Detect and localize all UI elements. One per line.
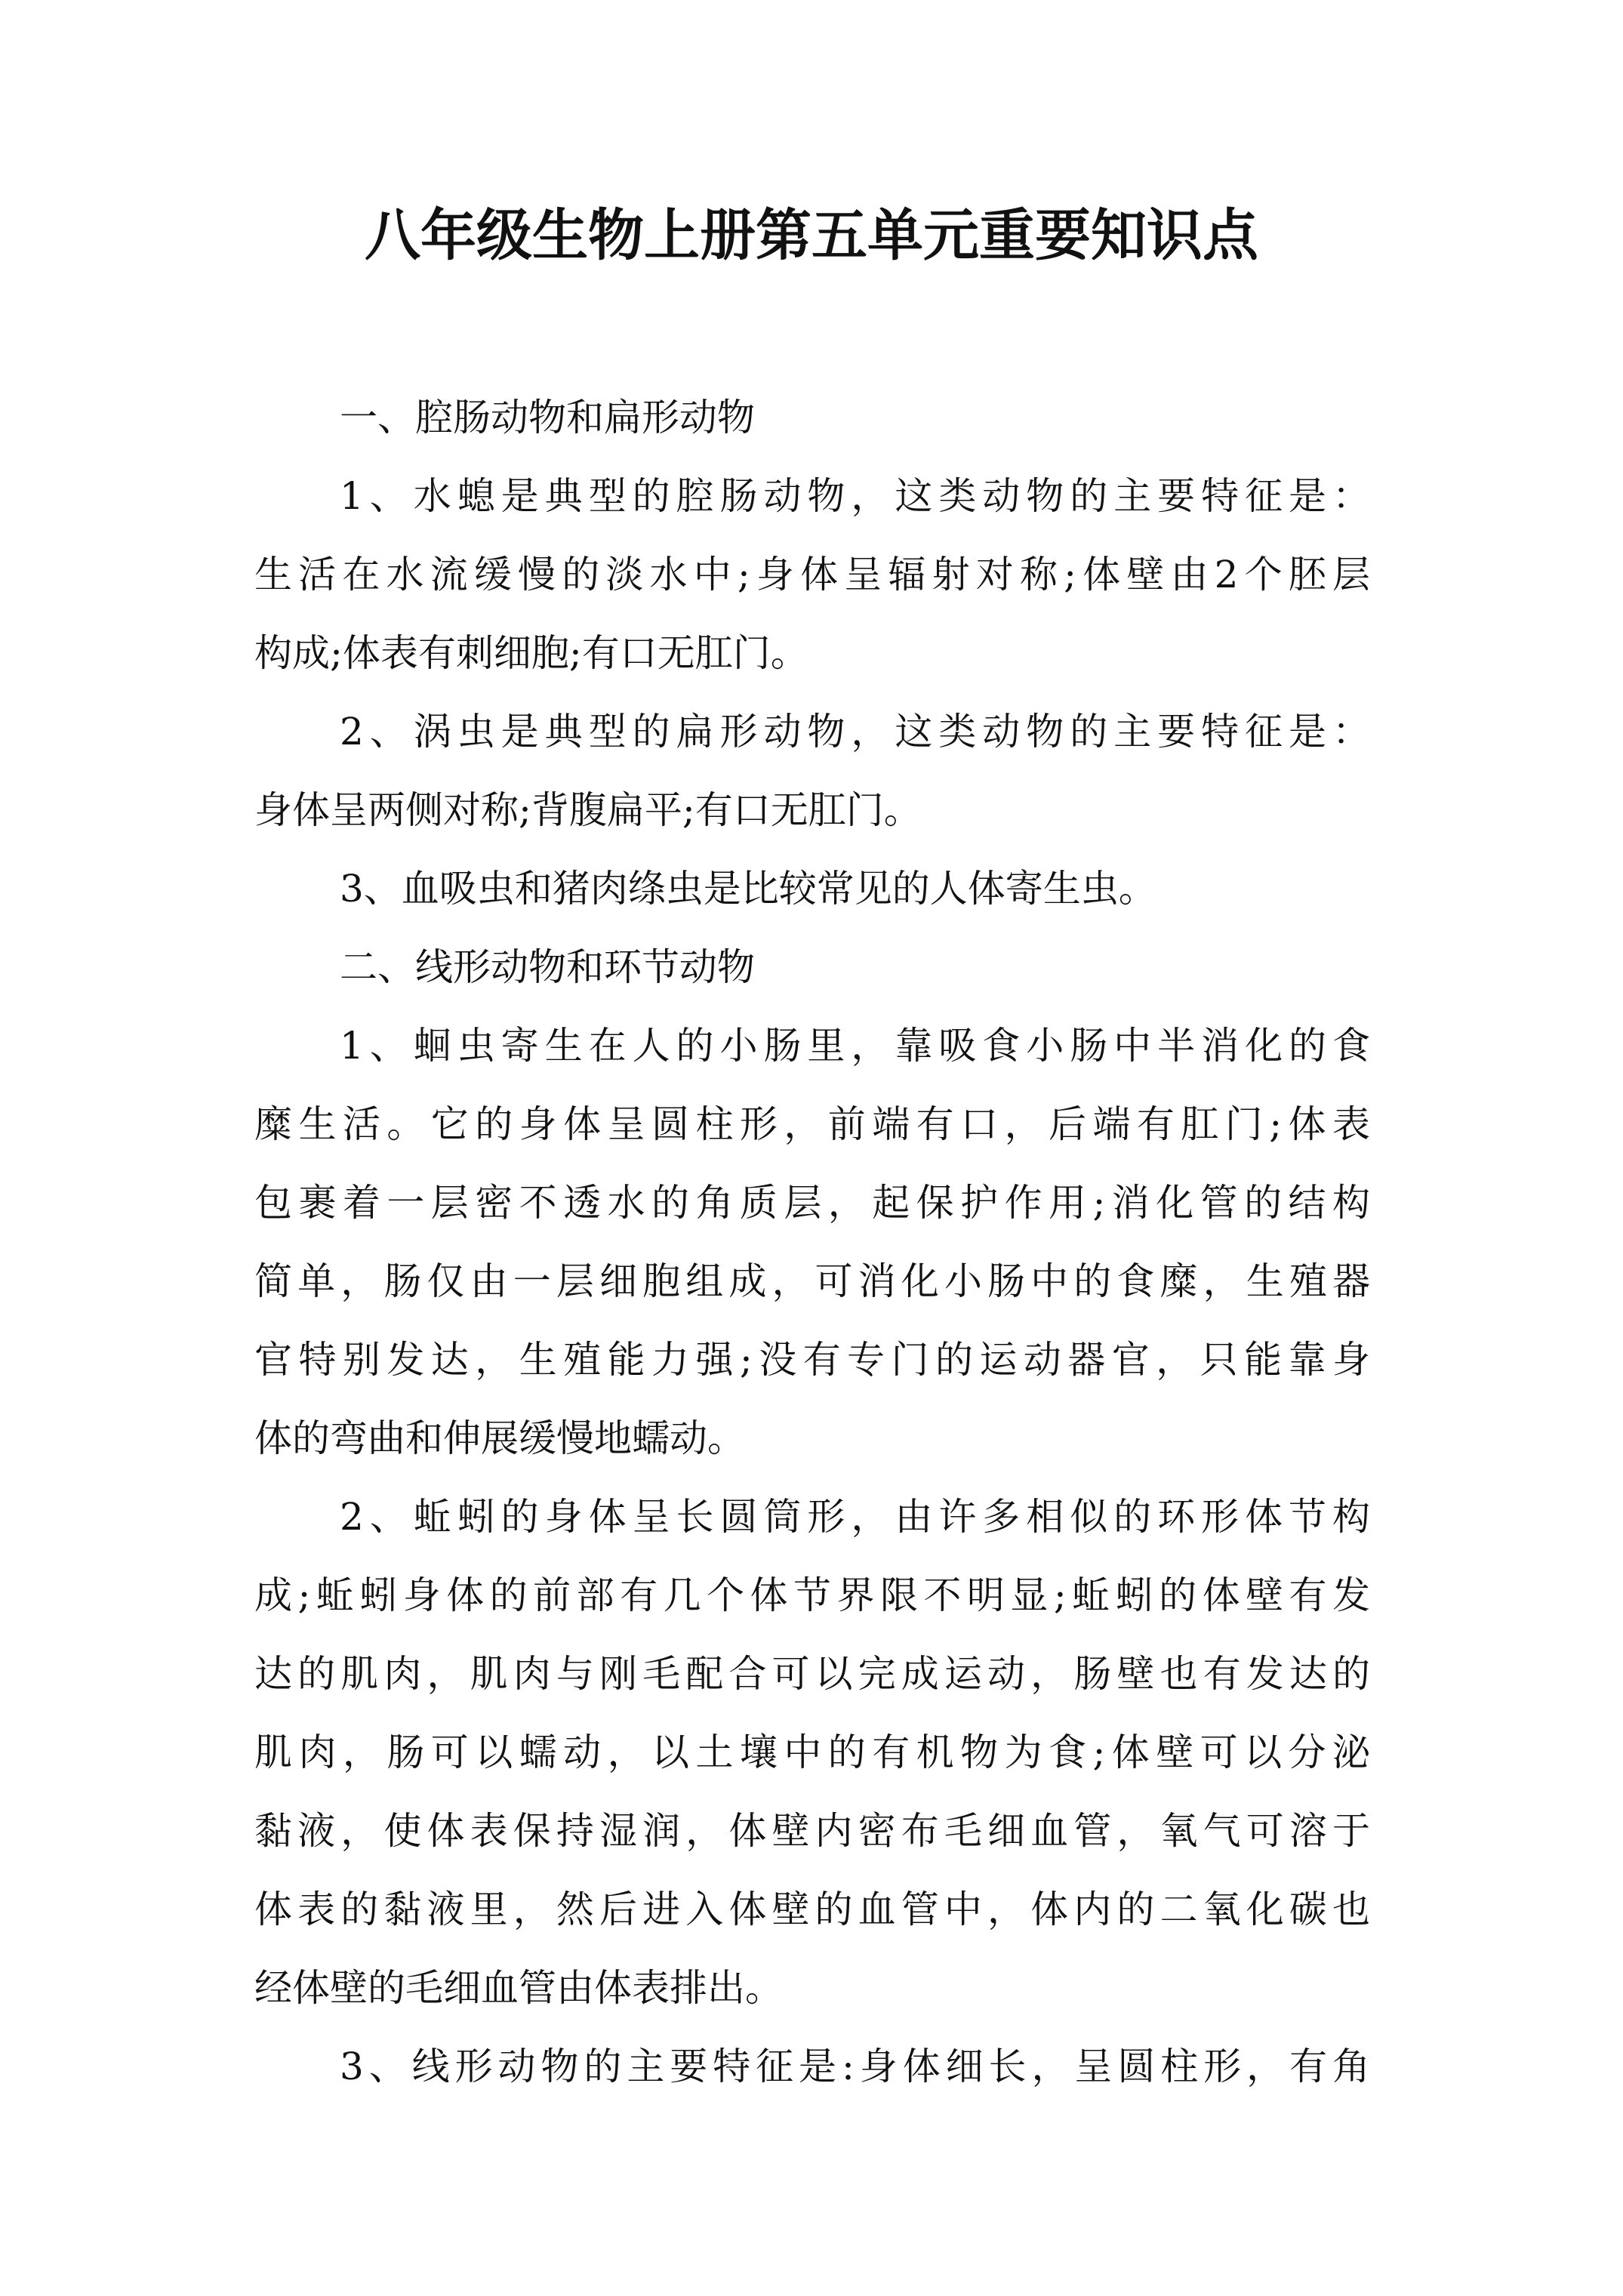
- text-line: 体表的黏液里，然后进入体壁的血管中，体内的二氧化碳也: [254, 1888, 1370, 1931]
- paragraph-line: [0, 1086, 1623, 1162]
- text-line: 二、线形动物和环节动物: [340, 945, 755, 989]
- paragraph-line: [0, 1558, 1623, 1633]
- paragraph-line: [0, 2029, 1623, 2104]
- text-line: 体的弯曲和伸展缓慢地蠕动。: [254, 1416, 745, 1460]
- text-line: 身体呈两侧对称;背腹扁平;有口无肛门。: [254, 788, 922, 832]
- text-line: 成;蚯蚓身体的前部有几个体节界限不明显;蚯蚓的体壁有发: [254, 1573, 1370, 1617]
- text-line: 生活在水流缓慢的淡水中;身体呈辐射对称;体壁由2个胚层: [254, 553, 1370, 596]
- paragraph-line: [0, 772, 1623, 848]
- document-title: 八年级生物上册第五单元重要知识点: [365, 203, 1258, 268]
- text-line: 1、蛔虫寄生在人的小肠里，靠吸食小肠中半消化的食: [340, 1024, 1370, 1068]
- text-line: 包裹着一层密不透水的角质层，起保护作用;消化管的结构: [254, 1181, 1370, 1225]
- paragraph-line: [0, 1872, 1623, 1947]
- paragraph-line: [0, 851, 1623, 926]
- section-heading: [0, 929, 1623, 1005]
- paragraph-line: [0, 694, 1623, 769]
- text-line: 黏液，使体表保持湿润，体壁内密布毛细血管，氧气可溶于: [254, 1809, 1370, 1853]
- paragraph-line: [0, 1401, 1623, 1476]
- paragraph-line: [0, 1479, 1623, 1555]
- paragraph-line: [0, 1165, 1623, 1240]
- paragraph-line: [0, 537, 1623, 612]
- text-line: 经体壁的毛细血管由体表排出。: [254, 1966, 783, 2010]
- paragraph-line: [0, 1636, 1623, 1712]
- text-line: 达的肌肉，肌肉与刚毛配合可以完成运动，肠壁也有发达的: [254, 1652, 1370, 1696]
- paragraph-line: [0, 1322, 1623, 1398]
- paragraph-line: [0, 1244, 1623, 1319]
- text-line: 构成;体表有刺细胞;有口无肛门。: [254, 631, 808, 675]
- section-heading: [0, 380, 1623, 455]
- text-line: 1、水螅是典型的腔肠动物，这类动物的主要特征是：: [340, 474, 1370, 518]
- text-line: 3、血吸虫和猪肉绦虫是比较常见的人体寄生虫。: [340, 867, 1156, 911]
- paragraph-line: [0, 1793, 1623, 1869]
- text-line: 3、线形动物的主要特征是:身体细长，呈圆柱形，有角: [340, 2045, 1370, 2088]
- paragraph-line: [0, 458, 1623, 534]
- text-line: 简单，肠仅由一层细胞组成，可消化小肠中的食糜，生殖器: [254, 1259, 1370, 1303]
- text-line: 2、蚯蚓的身体呈长圆筒形，由许多相似的环形体节构: [340, 1495, 1370, 1539]
- paragraph-line: [0, 1950, 1623, 2026]
- text-line: 2、涡虫是典型的扁形动物，这类动物的主要特征是：: [340, 710, 1370, 754]
- text-line: 一、腔肠动物和扁形动物: [340, 396, 755, 439]
- text-line: 官特别发达，生殖能力强;没有专门的运动器官，只能靠身: [254, 1338, 1370, 1382]
- paragraph-line: [0, 1715, 1623, 1790]
- text-line: 肌肉，肠可以蠕动，以土壤中的有机物为食;体壁可以分泌: [254, 1730, 1370, 1774]
- text-line: 糜生活。它的身体呈圆柱形，前端有口，后端有肛门;体表: [254, 1102, 1370, 1146]
- paragraph-line: [0, 1008, 1623, 1083]
- paragraph-line: [0, 615, 1623, 691]
